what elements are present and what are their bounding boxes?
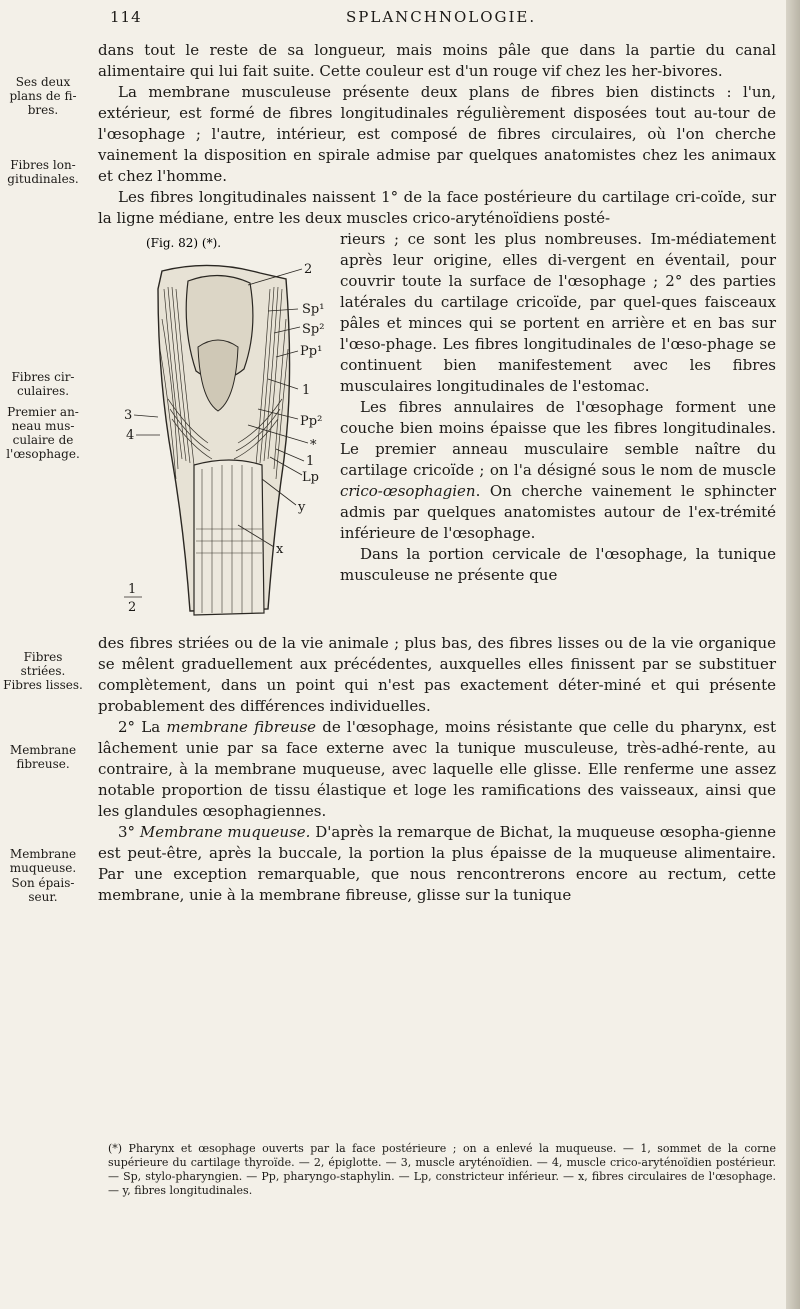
margin-note-premier-anneau: Premier an-neau mus-culaire de l'œsophage. [6, 405, 80, 461]
paragraph-portion-cervicale: Dans la portion cervicale de l'œsophage, la tunique musculeuse ne présente que [340, 545, 776, 584]
margin-note-fibres-circulaires: Fibres cir-culaires. [11, 370, 75, 398]
label-lp: Lp [302, 470, 319, 485]
annulaires-text-a: Les fibres annulaires de l'œsophage forment une couche bien moins épaisse que les fibres longitudinales. Le premier anneau musculaire semble naître du cartilage cricoïde ; on l'a désigné sous le nom de muscle [340, 398, 776, 479]
label-y: y [298, 500, 306, 515]
muqueuse-lead: 3° [118, 823, 140, 841]
label-4: 4 [126, 428, 135, 443]
margin-note-fibres-longitudinales: Fibres lon-gitudinales. [7, 158, 79, 186]
term-membrane-muqueuse: Membrane muqueuse. [139, 823, 311, 841]
margin-note-epaisseur: Son épais-seur. [11, 876, 75, 904]
fibreuse-rest: de l'œsophage, moins résistante que celle du pharynx, est lâchement unie par sa face externe avec la tunique musculeuse, très-adhé-rente, au contraire, à la membrane muqueuse, avec laquelle elle glisse. Elle renferme une assez notable proportion de tissu élastique et loge les ramifications des vaisseaux, ainsi que les glandules œsophagiennes. [98, 718, 776, 820]
paragraph-coloration: dans tout le reste de sa longueur, mais moins pâle que dans la partie du canal alimentaire qui lui fait suite. Cette couleur est d'un rouge vif chez les her-bivores. [98, 41, 776, 80]
margin-note-fibres-striees: Fibres striées. [20, 650, 66, 678]
margin-note-fibres-lisses: Fibres lisses. [3, 678, 83, 692]
margin-note-membrane-muqueuse: Membrane muqueuse. [9, 847, 77, 875]
paragraph-membrane-fibreuse [98, 717, 776, 822]
label-sp1: Sp¹ [302, 302, 325, 317]
paragraph-fibres-longitudinales-suite: rieurs ; ce sont les plus nombreuses. Im-médiatement après leur origine, elles di-vergent en éventail, pour couvrir toute la surface de l'œsophage ; 2° des parties latérales du cartilage cricoïde, par quel-ques faisceaux pâles et minces qui se portent en arrière et en bas sur l'œso-phage. Les fibres longitudinales de l'œso-phage se continuent bien manifestement avec les fibres musculaires longitudinales de l'estomac. [340, 230, 776, 395]
figure-footnote: (*) Pharynx et œsophage ouverts par la face postérieure ; on a enlevé la muqueuse. — 1, sommet de la corne supérieure du cartilage thyroïde. — 2, épiglotte. — 3, muscle aryténoïdien. — 4, muscle crico-aryténoïdien postérieur. — Sp, stylo-pharyngien. — Pp, pharyngo-staphylin. — Lp, constricteur inférieur. — x, fibres circulaires de l'œsophage. — y, fibres longitudinales. [108, 1142, 776, 1197]
body-text [98, 40, 776, 906]
label-pp1: Pp¹ [300, 344, 323, 359]
label-sp2: Sp² [302, 322, 325, 337]
label-1-bottom: 1 [128, 582, 137, 597]
label-2: 2 [304, 262, 313, 277]
fibreuse-lead: 2° La [118, 718, 167, 736]
figure-82-illustration [98, 229, 334, 633]
paragraph-fibres-annulaires [340, 397, 776, 544]
label-pp2: Pp² [300, 414, 323, 429]
oesophagus [194, 460, 264, 615]
annulaires-text-b: . On cherche vainement le sphincter admis par quelques anatomistes autour de l'ex-trémité inférieure de l'œsophage. [340, 482, 776, 542]
label-star: * [310, 438, 317, 453]
paragraph-membrane-muqueuse [98, 822, 776, 906]
muqueuse-rest: D'après la remarque de Bichat, la muqueuse œsopha-gienne est peut-être, après la buccale, la portion la plus épaisse de la muqueuse alimentaire. Par une exception remarquable, que nous rencontrerons encore au rectum, cette membrane, unie à la membrane fibreuse, glisse sur la tunique [98, 823, 777, 904]
figure-caption: (Fig. 82) (*). [146, 236, 222, 250]
term-membrane-fibreuse: membrane fibreuse [166, 718, 317, 736]
paragraph-musculeuse: La membrane musculeuse présente deux plans de fibres bien distincts : l'un, extérieur, est formé de fibres longitudinales régulièrement disposées tout au-tour de l'œsophage ; l'autre, intérieur, est composé de fibres circulaires, où l'on cherche vainement la disposition en spirale admise par quelques anatomistes chez les animaux et chez l'homme. [98, 83, 776, 185]
page-number: 114 [110, 8, 142, 26]
paragraph-fibres-longitudinales: Les fibres longitudinales naissent 1° de la face postérieure du cartilage cri-coïde, sur la ligne médiane, entre les deux muscles crico-aryténoïdiens posté- [98, 188, 776, 227]
label-3: 3 [124, 408, 133, 423]
running-header [0, 8, 780, 32]
label-x: x [276, 542, 284, 557]
page-edge [786, 0, 800, 1309]
margin-note-membrane-fibreuse: Membrane fibreuse. [9, 743, 77, 771]
label-1-right: 1 [302, 383, 311, 398]
margin-note-deux-plans: Ses deux plans de fi-bres. [9, 75, 77, 117]
label-1-lower: 1 [306, 454, 315, 469]
paragraph-fibres-striees: des fibres striées ou de la vie animale ; plus bas, des fibres lisses ou de la vie organique se mêlent graduellement aux précédentes, auxquelles elles finissent par se substituer complètement, dans un point qui n'est pas exactement déter-miné et qui présente probablement des différences individuelles. [98, 634, 776, 715]
label-2-bottom: 2 [128, 600, 137, 615]
figure-82 [98, 229, 334, 633]
running-title: SPLANCHNOLOGIE. [346, 8, 537, 26]
term-crico-oesophagien: crico-œsophagien [340, 482, 476, 500]
